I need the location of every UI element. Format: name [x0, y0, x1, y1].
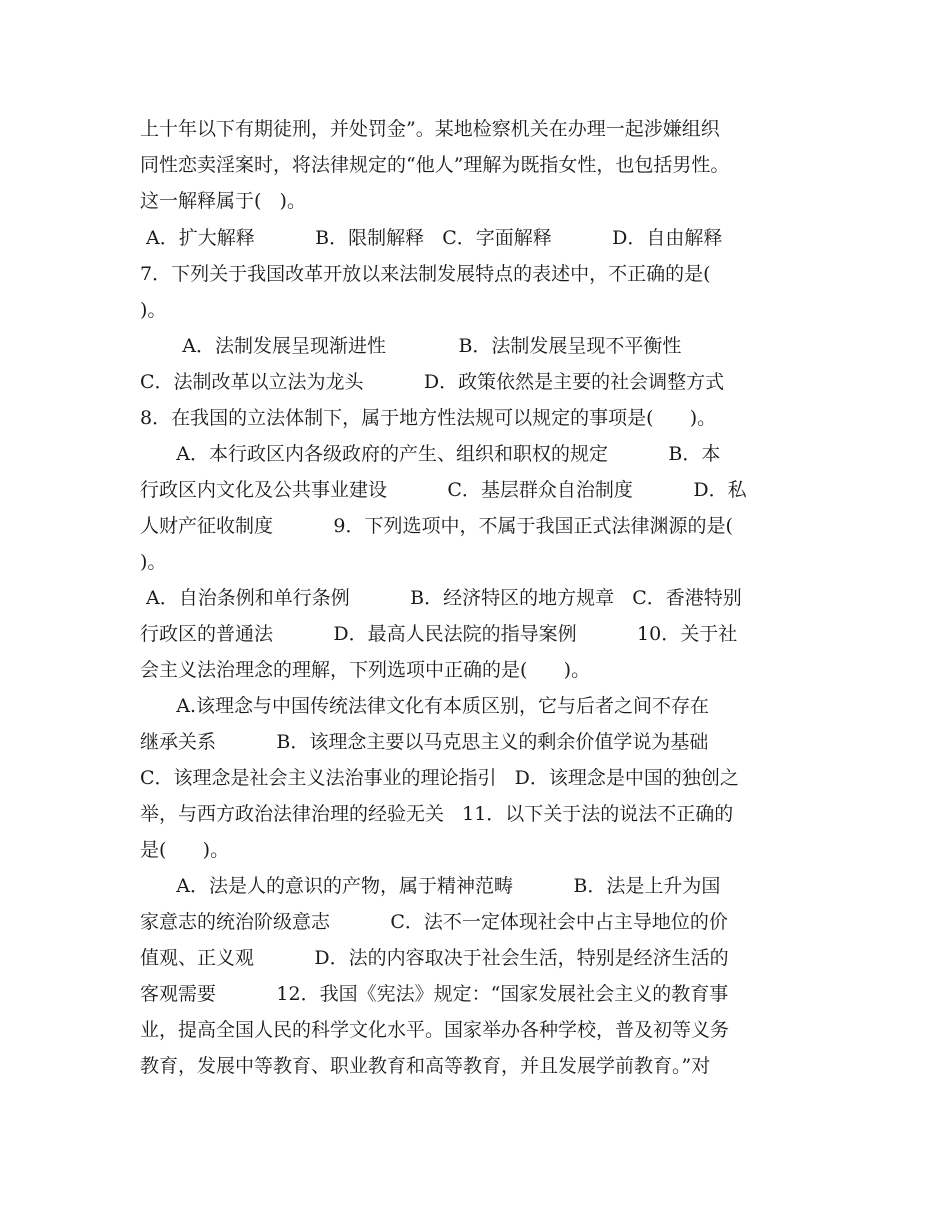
question-8: 8．在我国的立法体制下，属于地方性法规可以规定的事项是( )。: [140, 407, 717, 429]
text-line: C．该理念是社会主义法治事业的理论指引 D．该理念是中国的独创之: [140, 767, 739, 789]
text-line: 值观、正义观 D．法的内容取决于社会生活，特别是经济生活的: [140, 947, 729, 969]
text-line: 会主义法治理念的理解，下列选项中正确的是( )。: [140, 659, 591, 681]
text-line: 同性恋卖淫案时，将法律规定的“他人”理解为既指女性，也包括男性。: [140, 154, 730, 176]
text-line: 家意志的统治阶级意志 C．法不一定体现社会中占主导地位的价: [140, 911, 728, 933]
text-line: A．法是人的意识的产物，属于精神范畴 B．法是上升为国: [140, 875, 721, 897]
text-line: )。: [140, 551, 167, 573]
text-line: A．本行政区内各级政府的产生、组织和职权的规定 B．本: [140, 443, 721, 465]
question-11: 举，与西方政治法律治理的经验无关 11．以下关于法的说法不正确的: [140, 803, 734, 825]
text-line: 行政区内文化及公共事业建设 C．基层群众自治制度 D．私: [140, 479, 747, 501]
text-line: 上十年以下有期徒刑，并处罚金”。某地检察机关在办理一起涉嫌组织: [140, 118, 720, 140]
text-line: 教育，发展中等教育、职业教育和高等教育，并且发展学前教育。”对: [140, 1055, 711, 1077]
question-12: 客观需要 12．我国《宪法》规定：“国家发展社会主义的教育事: [140, 983, 729, 1005]
question-9: 人财产征收制度 9．下列选项中，不属于我国正式法律渊源的是(: [140, 515, 733, 537]
text-line: A．自治条例和单行条例 B．经济特区的地方规章 C．香港特别: [140, 587, 742, 609]
text-line: )。: [140, 299, 167, 321]
text-line: 这一解释属于( )。: [140, 190, 306, 212]
text-line: A．扩大解释 B．限制解释 C．字面解释 D．自由解释: [140, 227, 723, 249]
text-line: C．法制改革以立法为龙头 D．政策依然是主要的社会调整方式: [140, 371, 725, 393]
text-line: 业，提高全国人民的科学文化水平。国家举办各种学校，普及初等义务: [140, 1019, 730, 1041]
text-line: 继承关系 B．该理念主要以马克思主义的剩余价值学说为基础: [140, 731, 709, 753]
text-line: A.该理念与中国传统法律文化有本质区别，它与后者之间不存在: [140, 695, 709, 717]
text-line: A．法制发展呈现渐进性 B．法制发展呈现不平衡性: [140, 335, 682, 357]
question-7: 7．下列关于我国改革开放以来法制发展特点的表述中，不正确的是(: [140, 263, 711, 285]
text-line: 是( )。: [140, 839, 230, 861]
question-10: 行政区的普通法 D．最高人民法院的指导案例 10．关于社: [140, 623, 738, 645]
